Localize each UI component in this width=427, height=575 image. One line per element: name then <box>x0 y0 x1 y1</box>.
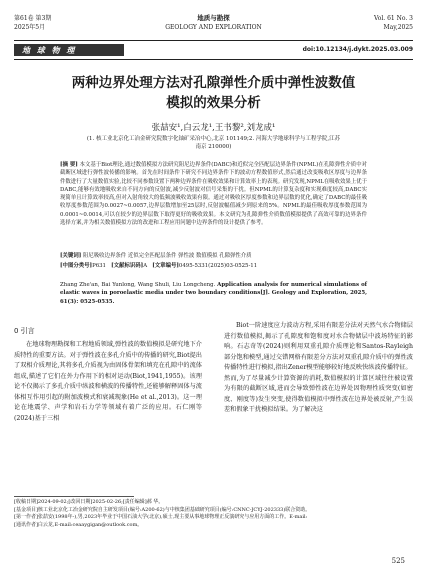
header-journal-cn: 地质与勘探 <box>197 14 230 22</box>
doc-code-value: A <box>143 263 148 269</box>
running-header <box>14 14 413 40</box>
author-list: 张喆安¹,白云龙¹,王书黎²,刘龙成¹ <box>151 123 276 133</box>
section-banner <box>14 44 124 56</box>
footnote-rule <box>14 496 134 497</box>
affiliations <box>80 135 347 151</box>
header-journal-en: GEOLOGY AND EXPLORATION <box>165 24 262 31</box>
header-volume-cn: 第61卷 第3期 <box>14 15 52 22</box>
clc-label: [中图分类号] <box>60 263 93 269</box>
classification-line <box>60 262 367 270</box>
body-left-paragraph: 在地球物理勘探和工程地质领域,弹性波的数值模拟是研究地下介质特性的重要方法。对于弹性波在多孔介质中的传播的研究,Biot提出了双相介质理论,其将多孔介质视为由固体骨架和填充在孔隙中的流体组成,描述了它们在外力作用下的相对运动(Biot,1941,1955)。该理论不仅揭示了多孔介质中纵波和横波的传播特性,还能够解释固体与流体相互作用引起的附加波模式和衰减现象(He et al.,2013)。这一理论在地震学、声学和岩石力学等领域有着广泛的应用。石仁刚等(2024)基于三相 <box>14 341 202 422</box>
section-heading-intro: 0 引言 <box>14 327 35 335</box>
doi-text[interactable]: doi:10.12134/j.dykt.2025.03.009 <box>302 46 413 53</box>
header-rule <box>14 40 413 41</box>
footnote-funding: [基金项目]核工业北京化工冶金研究院自主研发项目(编号:A200-62)与中核集团基础研究项目(编号:CNNC-JCYJ-202333)联合资助。 <box>14 506 311 513</box>
header-date-cn: 2025年5月 <box>14 24 46 31</box>
header-volume-en: Vol. 61 No. 3 <box>373 15 413 22</box>
abstract-text: 本文基于Biot理论,通过数值模拟方法研究阻尼边界条件(DABC)和近似完全匹配层边界条件(NPML)在孔隙弹性介质中对截断区域进行弹性波传播的影响。首先在时间条件下研究不同边界条件下的波动方程数值形式,然后通过改变吸收区厚度与边界条件数进行了大量数值实验,比较不同参数设置下两种边界条件在吸收效果和计算效率上的表现。研究发现,NPML在吸收效果上优于DABC,能够有效地吸收来自不同方向的反射波,减少反射波对信号采集的干扰。但NPML的计算复杂度和实现难度较高,DABC实现简单且计算效率较高,但对入射角较大的低频波吸收效果有限。通过对吸收区厚度参数和边界层数的优化,确定了DABC的最佳吸收厚度参数范围为0.0027~0.0057,边界层数增加至25层时,反射波幅值减少到原来的5%。NPML的最佳吸收厚度参数范围为0.0001~0.0014,可以在较少的边界层数下取得更好的吸收效果。本文研究为孔隙弹性介质数值模拟提供了高效可靠的边界条件选择方案,并为相关数值模拟方法的改进和工程应用问题中边界条件的设计提供了参考。 <box>60 162 367 227</box>
article-title <box>40 73 387 113</box>
clc-value: P631 <box>92 263 106 269</box>
doc-code-label: [文献标识码] <box>111 263 144 269</box>
banner-rule <box>14 59 413 60</box>
keywords-label: [关键词] <box>60 253 82 259</box>
section-banner-label: 地 球 物 理 <box>22 45 77 55</box>
header-date-en: May,2025 <box>383 24 413 31</box>
abstract-label: [摘 要] <box>60 162 78 168</box>
footnote-corresponding: [通讯作者]白云龙,E-mail:ceaaygigan@outlook.com。 <box>14 521 143 528</box>
title-line-1: 两种边界处理方法对孔隙弹性介质中弹性波数值 <box>71 75 356 91</box>
header-center <box>14 14 413 32</box>
page-number: 525 <box>391 557 405 565</box>
footnote-first-author: [第一作者]张喆安(1998年-),男,2023年毕业于中国石油大学(北京),硕士,现主要从事地球物理正反演研究与应用方面的工作。E-mail: <box>14 514 308 521</box>
body-right-paragraph: Biot一阶速度应力波动方程,采用有限差分法对天然气水合物储层进行数值模拟,揭示了孔隙度和饱和度对水合物储层中波场特征的影响。石志奇等(2024)则利用双重孔隙介质理论和Santos-Rayleigh部分饱和模型,通过交错网格有限差分方法对双重孔隙介质中的弹性波传播特性进行模拟,指出Zener模型能够较好地反映快纵波传播特征。 然而,为了尽量减少计算资源的消耗,数值模拟的计算区域往往被设置为有限的截断区域,进而会导致弹性波在边界处因物理性质突变(如密度、刚度等)发生突变,使得数值模拟中弹性波在边界处被反射,产生误差和假象干扰模拟结果。为了解决这 <box>224 322 413 413</box>
header-right <box>374 14 413 32</box>
citation-authors: Zhang Zhe'an, Bai Yunlong, Wang Shuli, Liu Longcheng. <box>60 282 218 288</box>
keywords <box>60 252 367 260</box>
title-line-2: 模拟的效果分析 <box>166 95 261 111</box>
citation <box>60 281 367 306</box>
citation-title: Application analysis for numerical simulations of elastic waves in poroelastic media under two boundary conditions[J]. Geology and Exploration, 2025, 61(3): 0525-0535. <box>60 282 367 305</box>
footnote-received: [收稿日期]2024-09-02;[改回日期]2025-02-26;[责任编辑]郝 华。 <box>14 499 164 505</box>
article-no-label: [文章编号] <box>152 263 179 269</box>
abstract <box>60 161 367 227</box>
body-column-left <box>14 340 202 424</box>
footnotes <box>14 499 413 529</box>
affiliation-line-1: (1. 核工业北京化工冶金研究院数字化铀矿采冶中心,北京 101149;2. 河海大学地球科学与工程学院,江苏 <box>86 136 341 142</box>
affiliation-line-2: 南京 210000) <box>195 144 232 150</box>
body-column-right <box>224 321 413 416</box>
keywords-text: 阻尼吸收边界条件 近似完全匹配层条件 弹性波 数值模拟 孔隙弹性介质 <box>83 253 252 259</box>
article-no-value: 0495-5331(2025)03-0525-11 <box>178 263 258 269</box>
